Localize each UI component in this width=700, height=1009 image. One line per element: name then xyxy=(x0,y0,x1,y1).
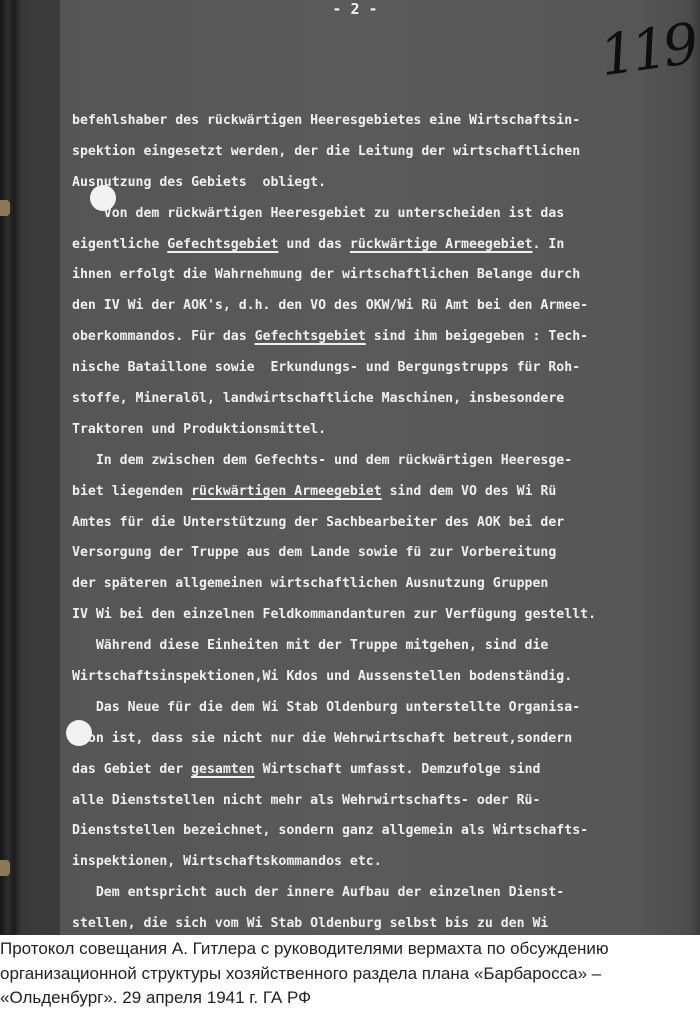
text-segment: ihnen erfolgt die Wahrnehmung der wirtschaftlichen Belange durch xyxy=(72,267,581,283)
typewritten-text xyxy=(72,106,692,935)
text-line xyxy=(72,724,692,755)
text-segment: Während diese Einheiten mit der Truppe mitgehen, sind die xyxy=(72,638,549,654)
text-line xyxy=(72,322,692,353)
text-segment: Wirtschaftsinspektionen,Wi Kdos und Aussenstellen bodenständig. xyxy=(72,669,573,685)
binder-clip xyxy=(0,860,10,876)
text-segment: sind ihm beigegeben : Tech- xyxy=(365,329,589,345)
underlined-text: gesamten xyxy=(191,761,255,777)
text-segment: Wirtschaft umfasst. Demzufolge sind xyxy=(254,761,541,777)
text-line xyxy=(72,137,692,168)
text-segment: tion ist, dass sie nicht nur die Wehrwirtschaft betreut,sondern xyxy=(72,730,573,746)
text-segment: . In xyxy=(532,236,565,252)
text-line xyxy=(72,631,692,662)
text-line xyxy=(72,662,692,693)
text-segment: biet liegenden xyxy=(72,483,192,499)
caption-line: Протокол совещания А. Гитлера с руководителями вермахта по обсуждению xyxy=(0,939,609,958)
photo-caption xyxy=(0,935,700,1009)
caption-line: организационной структуры хозяйственного раздела плана «Барбаросса» – xyxy=(0,963,602,983)
text-segment: Versorgung der Truppe aus dem Lande sowie fü zur Vorbereitung xyxy=(72,545,557,561)
text-line xyxy=(72,415,692,446)
text-line xyxy=(72,106,692,137)
underlined-text: Gefechtsgebiet xyxy=(167,236,279,252)
text-segment: nische Bataillone sowie Erkundungs- und Bergungstrupps für Roh- xyxy=(72,360,581,376)
text-line xyxy=(72,446,692,477)
text-segment: eigentliche xyxy=(72,236,168,252)
text-line xyxy=(72,786,692,817)
text-line xyxy=(72,384,692,415)
text-segment: Von dem rückwärtigen Heeresgebiet zu unterscheiden ist das xyxy=(72,205,565,221)
text-segment: Amtes für die Unterstützung der Sachbearbeiter des AOK bei der xyxy=(72,514,565,530)
text-segment: oberkommandos. Für das xyxy=(72,329,255,345)
text-line xyxy=(72,909,692,935)
text-line xyxy=(72,816,692,847)
handwritten-folio-number: 119 xyxy=(595,11,699,90)
text-segment: der späteren allgemeinen wirtschaftlichen Ausnutzung Gruppen xyxy=(72,576,549,592)
page-number: - 2 - xyxy=(332,0,378,18)
text-line xyxy=(72,291,692,322)
text-line xyxy=(72,508,692,539)
text-segment: In dem zwischen dem Gefechts- und dem rückwärtigen Heeresge- xyxy=(72,452,573,468)
text-segment: den IV Wi der AOK's, d.h. den VO des OKW/Wi Rü Amt bei den Armee- xyxy=(72,298,589,314)
underlined-text: rückwärtigen Armeegebiet xyxy=(191,483,382,499)
text-segment: Das Neue für die dem Wi Stab Oldenburg unterstellte Organisa- xyxy=(72,699,581,715)
text-segment: das Gebiet der xyxy=(72,761,192,777)
text-line xyxy=(72,693,692,724)
text-line xyxy=(72,569,692,600)
text-line xyxy=(72,538,692,569)
text-segment: sind dem VO des Wi Rü xyxy=(381,483,557,499)
text-line xyxy=(72,600,692,631)
text-line xyxy=(72,477,692,508)
text-line xyxy=(72,353,692,384)
binder-clip xyxy=(0,200,10,216)
underlined-text: Gefechtsgebiet xyxy=(254,329,366,345)
text-line xyxy=(72,260,692,291)
text-segment: Dem entspricht auch der innere Aufbau der einzelnen Dienst- xyxy=(72,885,565,901)
text-line xyxy=(72,755,692,786)
caption-line: «Ольденбург». 29 апреля 1941 г. ГА РФ xyxy=(0,988,312,1007)
text-segment: stoffe, Mineralöl, landwirtschaftliche Maschinen, insbesondere xyxy=(72,391,565,407)
text-segment: alle Dienststellen nicht mehr als Wehrwirtschafts- oder Rü- xyxy=(72,792,541,808)
text-segment: stellen, die sich vom Wi Stab Oldenburg selbst bis zu den Wi xyxy=(72,916,549,932)
text-line xyxy=(72,230,692,261)
text-segment: IV Wi bei den einzelnen Feldkommandanturen zur Verfügung gestellt. xyxy=(72,607,597,623)
text-segment: und das xyxy=(278,236,350,252)
text-segment: Dienststellen bezeichnet, sondern ganz allgemein als Wirtschafts- xyxy=(72,823,589,839)
text-segment: inspektionen, Wirtschaftskommandos etc. xyxy=(72,854,382,870)
text-line xyxy=(72,847,692,878)
text-line xyxy=(72,199,692,230)
text-segment: spektion eingesetzt werden, der die Leitung der wirtschaftlichen xyxy=(72,143,581,159)
document-binding-edge xyxy=(0,0,60,935)
text-line xyxy=(72,168,692,199)
text-line xyxy=(72,878,692,909)
underlined-text: rückwärtige Armeegebiet xyxy=(349,236,533,252)
text-segment: befehlshaber des rückwärtigen Heeresgebietes eine Wirtschaftsin- xyxy=(72,113,581,128)
text-segment: Ausnutzung des Gebiets obliegt. xyxy=(72,174,327,190)
text-segment: Traktoren und Produktionsmittel. xyxy=(72,421,327,437)
